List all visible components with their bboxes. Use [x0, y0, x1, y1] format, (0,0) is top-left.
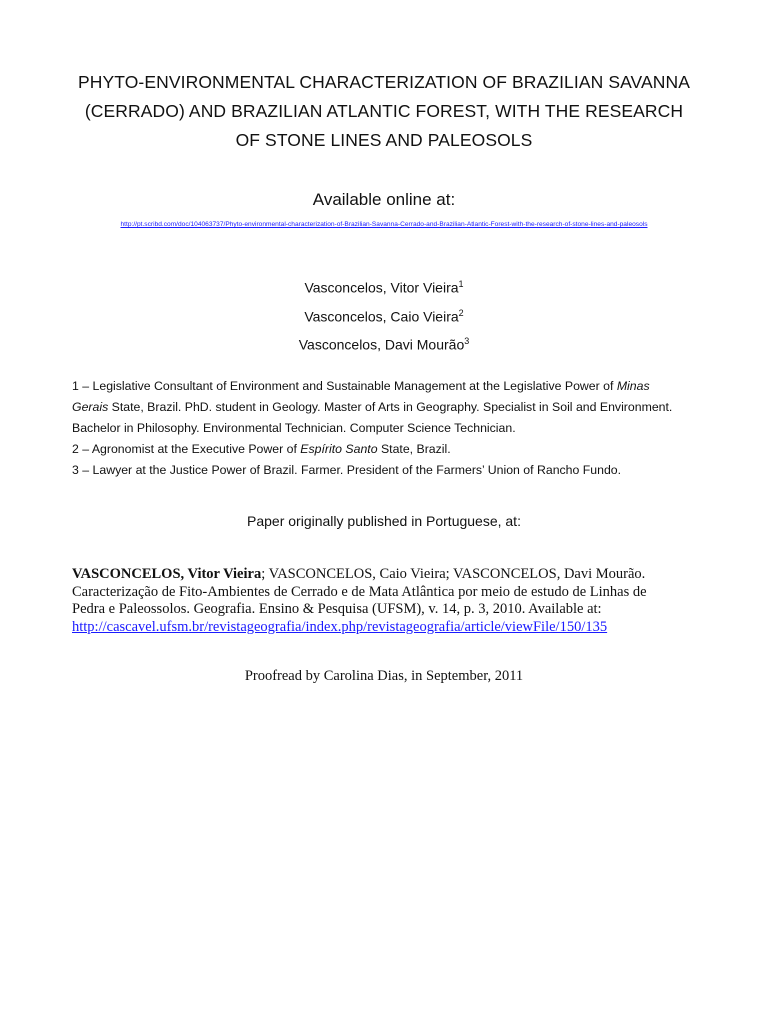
author-list	[0, 272, 768, 358]
author-1-affiliation-mark: 1	[458, 279, 464, 289]
paper-title	[40, 68, 728, 155]
title-line-1: PHYTO-ENVIRONMENTAL CHARACTERIZATION OF BRAZILIAN SAVANNA	[77, 72, 691, 92]
affiliation-notes	[72, 376, 702, 481]
citation-line-2: Caracterização de Fito-Ambientes de Cerrado e de Mata Atlântica por meio de estudo de Linhas de	[72, 583, 647, 600]
author-3-affiliation-mark: 3	[464, 336, 470, 347]
author-1: Vasconcelos, Vitor Vieira$^1$	[304, 279, 464, 296]
citation-reference	[72, 566, 712, 636]
online-url	[0, 221, 768, 228]
ufsm-link[interactable]: http://cascavel.ufsm.br/revistageografia/index.php/revistageografia/article/viewFile/150/135	[72, 618, 608, 635]
original-publication-label: Paper originally published in Portuguese, at:	[247, 513, 521, 529]
title-line-2: (CERRADO) AND BRAZILIAN ATLANTIC FOREST, WITH THE RESEARCH	[84, 101, 684, 121]
title-line-3: OF STONE LINES AND PALEOSOLS	[235, 130, 533, 150]
affiliation-note-1: 1 – Legislative Consultant of Environment and Sustainable Management at the Legislative Power of Minas Gerais State, Brazil. PhD. student in Geology. Master of Arts in Geography. Specialist in Soil and Environment. Bachelor in Philosophy. Environmental Technician. Computer Science Technician.	[72, 379, 673, 435]
citation-line-4	[72, 619, 712, 637]
proofread-note: Proofread by Carolina Dias, in September, 2011	[244, 668, 524, 684]
affiliation-note-3: 3 – Lawyer at the Justice Power of Brazil. Farmer. President of the Farmers’ Union of Rancho Fundo.	[72, 463, 622, 477]
citation-line-1: VASCONCELOS, Vitor Vieira; VASCONCELOS, Caio Vieira; VASCONCELOS, Davi Mourão.	[72, 566, 646, 582]
author-2-affiliation-mark: 2	[458, 307, 464, 318]
author-3: Vasconcelos, Davi Mourão$^3$	[298, 336, 470, 353]
scribd-link[interactable]: http://pt.scribd.com/doc/104063737/Phyto-environmental-characterization-of-Brazilian-Savanna-Cerrado-and-Brazilian-Atlantic-Forest-with-the-research-of-stone-lines-and-paleosols	[120, 221, 648, 228]
citation-line-3: Pedra e Paleossolos. Geografia. Ensino & Pesquisa (UFSM), v. 14, p. 3, 2010. Available at:	[72, 601, 602, 617]
author-2: Vasconcelos, Caio Vieira$^2$	[304, 307, 464, 325]
available-online-label: Available online at:	[312, 190, 456, 209]
affiliation-note-2: 2 – Agronomist at the Executive Power of Espírito Santo State, Brazil.	[72, 442, 451, 456]
